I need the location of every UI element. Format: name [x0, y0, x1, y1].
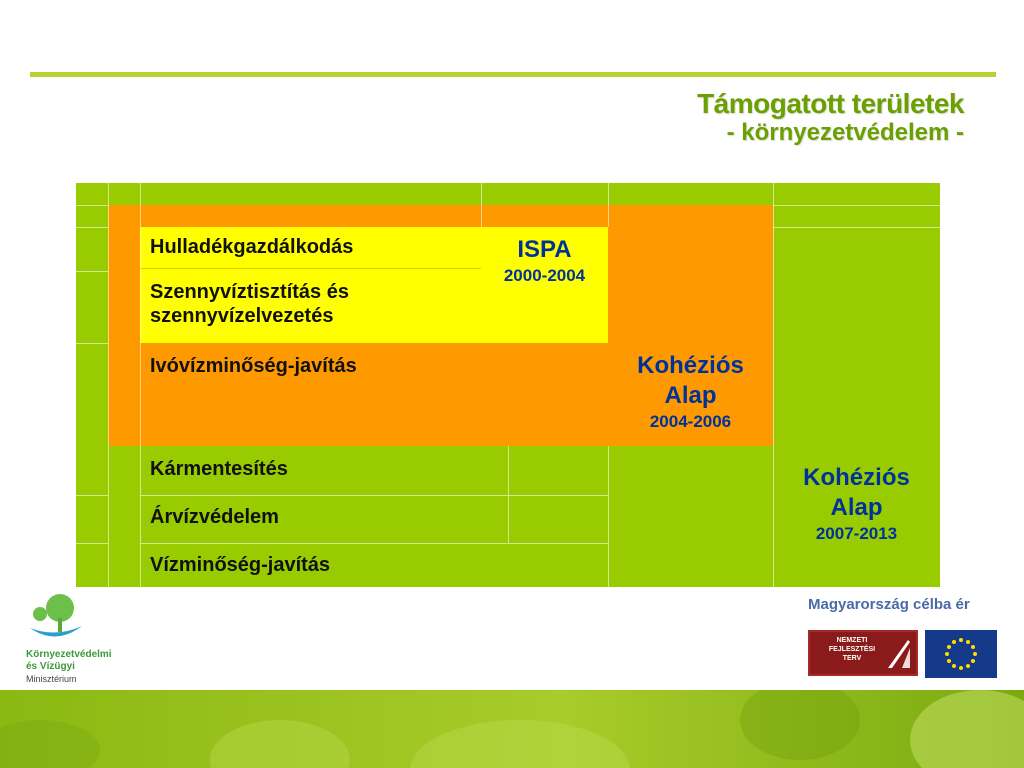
ndp-logo [808, 630, 918, 676]
ndp-line3: TERV [842, 655, 862, 662]
ndp-line1: NEMZETI [836, 637, 868, 644]
ndp-text [814, 636, 890, 663]
fund-ispa [481, 235, 608, 287]
ministry-logo [26, 590, 136, 685]
row-label-remediation: Kármentesítés [150, 458, 288, 480]
row-label-water-quality: Vízminőség-javítás [150, 554, 331, 576]
row-label-drinking-water: Ivóvízminőség-javítás [150, 355, 357, 377]
ministry-name-line1: Környezetvédelmi [26, 649, 112, 660]
footer-band [0, 690, 1024, 768]
fund-cohesion-2004-name2: Alap [664, 382, 717, 409]
ndp-arrow-icon [886, 636, 912, 670]
fund-ispa-name: ISPA [517, 236, 572, 263]
top-divider-line [30, 72, 996, 77]
tree-logo-icon [26, 590, 86, 644]
fund-cohesion-2004-name1: Kohéziós [637, 352, 744, 379]
fund-cohesion-2007-name2: Alap [830, 494, 883, 521]
ndp-line2: FEJLESZTÉSI [828, 646, 876, 653]
fund-cohesion-2007-name1: Kohéziós [803, 464, 910, 491]
slide-title [697, 88, 964, 146]
fund-cohesion-2004 [608, 351, 773, 433]
footer-leaf-decoration [0, 690, 1024, 768]
row-label-wastewater: Szennyvíztisztítás és szennyvízelvezetés [150, 281, 349, 327]
fund-cohesion-2007-years: 2007-2013 [815, 524, 898, 543]
fund-cohesion-2004-years: 2004-2006 [649, 412, 732, 431]
funding-table [76, 183, 940, 587]
row-label-waste: Hulladékgazdálkodás [150, 236, 354, 258]
eu-flag-icon [925, 630, 997, 678]
eu-flag [925, 630, 997, 678]
ministry-name-line3: Minisztérium [26, 674, 77, 684]
ministry-name-line2: és Vízügyi [26, 661, 75, 672]
row-label-flood-protection: Árvízvédelem [150, 506, 279, 528]
title-main: Támogatott területek [697, 88, 964, 119]
fund-ispa-years: 2000-2004 [503, 266, 586, 285]
title-sub: - környezetvédelem - [726, 119, 964, 146]
fund-cohesion-2007 [773, 463, 940, 545]
tagline: Magyarország célba ér [808, 596, 970, 613]
